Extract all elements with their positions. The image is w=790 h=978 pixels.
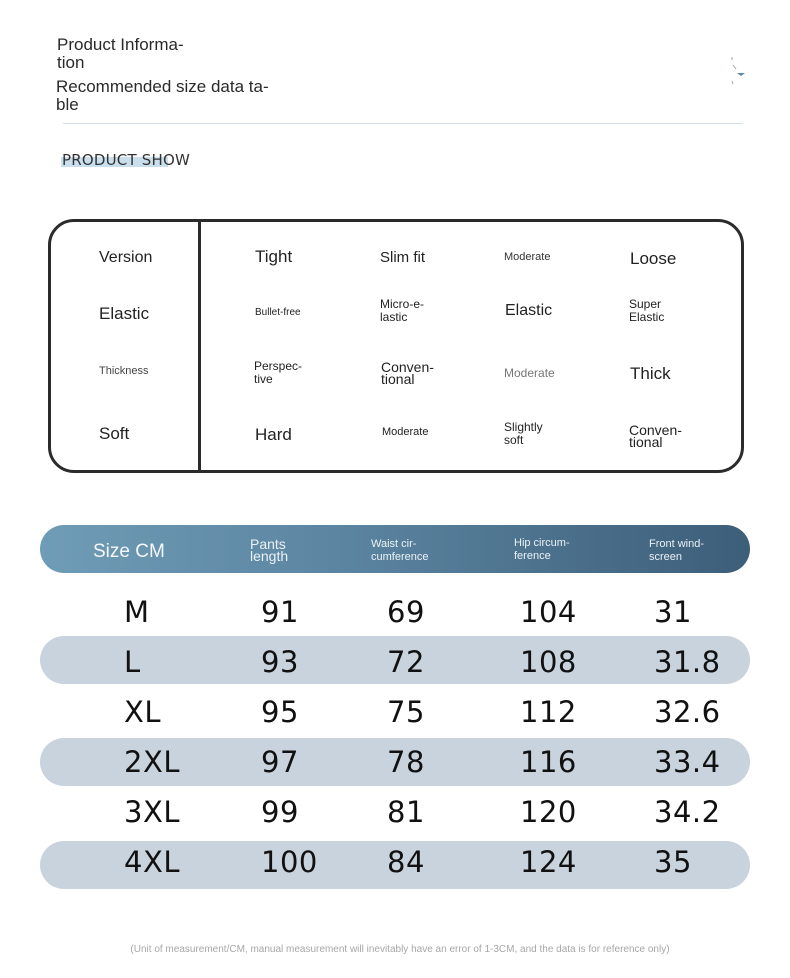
attribute-table-separator bbox=[198, 220, 201, 473]
attr-option: Moderate bbox=[504, 366, 555, 380]
size-cell: 35 bbox=[654, 845, 692, 879]
size-cell: 100 bbox=[261, 845, 318, 879]
size-cell: M bbox=[124, 595, 150, 629]
attr-option: Elastic bbox=[505, 302, 553, 319]
size-cell: 95 bbox=[261, 695, 299, 729]
size-cell: 31 bbox=[654, 595, 692, 629]
attr-option: Conven- tional bbox=[381, 359, 434, 387]
attr-option: Bullet-free bbox=[255, 307, 301, 318]
attr-option: Slim fit bbox=[380, 249, 425, 266]
size-cell: 124 bbox=[520, 845, 577, 879]
size-cell: 31.8 bbox=[654, 645, 721, 679]
attr-option: Thick bbox=[630, 364, 671, 383]
size-cell: 116 bbox=[520, 745, 577, 779]
attr-option: Hard bbox=[255, 425, 292, 444]
header-divider bbox=[63, 123, 743, 124]
size-cell: 112 bbox=[520, 695, 577, 729]
size-cell: 81 bbox=[387, 795, 425, 829]
attr-label-version: Version bbox=[99, 249, 153, 266]
size-cell: 34.2 bbox=[654, 795, 721, 829]
size-cell: 93 bbox=[261, 645, 299, 679]
attr-option: Moderate bbox=[382, 426, 429, 438]
size-cell: 78 bbox=[387, 745, 425, 779]
size-cell: L bbox=[124, 645, 141, 679]
footnote: (Unit of measurement/CM, manual measurement will inevitably have an error of 1-3CM, and the data is for reference only) bbox=[130, 944, 670, 955]
size-cell: 91 bbox=[261, 595, 299, 629]
size-header-cell: Size CM bbox=[93, 541, 165, 562]
size-cell: 104 bbox=[520, 595, 577, 629]
attr-label-thickness: Thickness bbox=[99, 365, 149, 377]
section-label: PRODUCT SHOW bbox=[62, 151, 191, 169]
attr-option: Perspec- tive bbox=[254, 359, 303, 386]
size-cell: 32.6 bbox=[654, 695, 721, 729]
attr-option: Super Elastic bbox=[629, 297, 665, 324]
size-cell: 108 bbox=[520, 645, 577, 679]
title-line-1: Product Informa- bbox=[57, 35, 184, 54]
size-cell: 97 bbox=[261, 745, 299, 779]
title-line-2: tion bbox=[57, 53, 85, 72]
size-cell: 4XL bbox=[124, 845, 180, 879]
attr-label-soft: Soft bbox=[99, 424, 130, 443]
size-cell: 2XL bbox=[124, 745, 180, 779]
size-cell: 99 bbox=[261, 795, 299, 829]
attr-option: Moderate bbox=[504, 251, 551, 263]
size-cell: 84 bbox=[387, 845, 425, 879]
size-cell: 33.4 bbox=[654, 745, 721, 779]
attr-option: Micro-e- lastic bbox=[380, 297, 424, 324]
size-header-cell: Hip circum- ference bbox=[514, 537, 570, 562]
subtitle-line-1: Recommended size data ta- bbox=[56, 77, 269, 96]
size-cell: 75 bbox=[387, 695, 425, 729]
size-header-cell: Pants length bbox=[250, 536, 289, 564]
attr-option: Conven- tional bbox=[629, 422, 682, 450]
subtitle-line-2: ble bbox=[56, 95, 79, 114]
attr-option: Slightly soft bbox=[504, 420, 543, 447]
attr-option: Tight bbox=[255, 247, 293, 266]
decorative-mark-icon bbox=[728, 55, 748, 87]
size-cell: 69 bbox=[387, 595, 425, 629]
size-cell: 3XL bbox=[124, 795, 180, 829]
size-cell: 72 bbox=[387, 645, 425, 679]
size-header-cell: Front wind- screen bbox=[649, 538, 705, 563]
size-cell: 120 bbox=[520, 795, 577, 829]
attr-label-elastic: Elastic bbox=[99, 304, 150, 323]
attr-option: Loose bbox=[630, 249, 677, 268]
size-header-cell: Waist cir- cumference bbox=[371, 538, 429, 563]
size-cell: XL bbox=[124, 695, 162, 729]
